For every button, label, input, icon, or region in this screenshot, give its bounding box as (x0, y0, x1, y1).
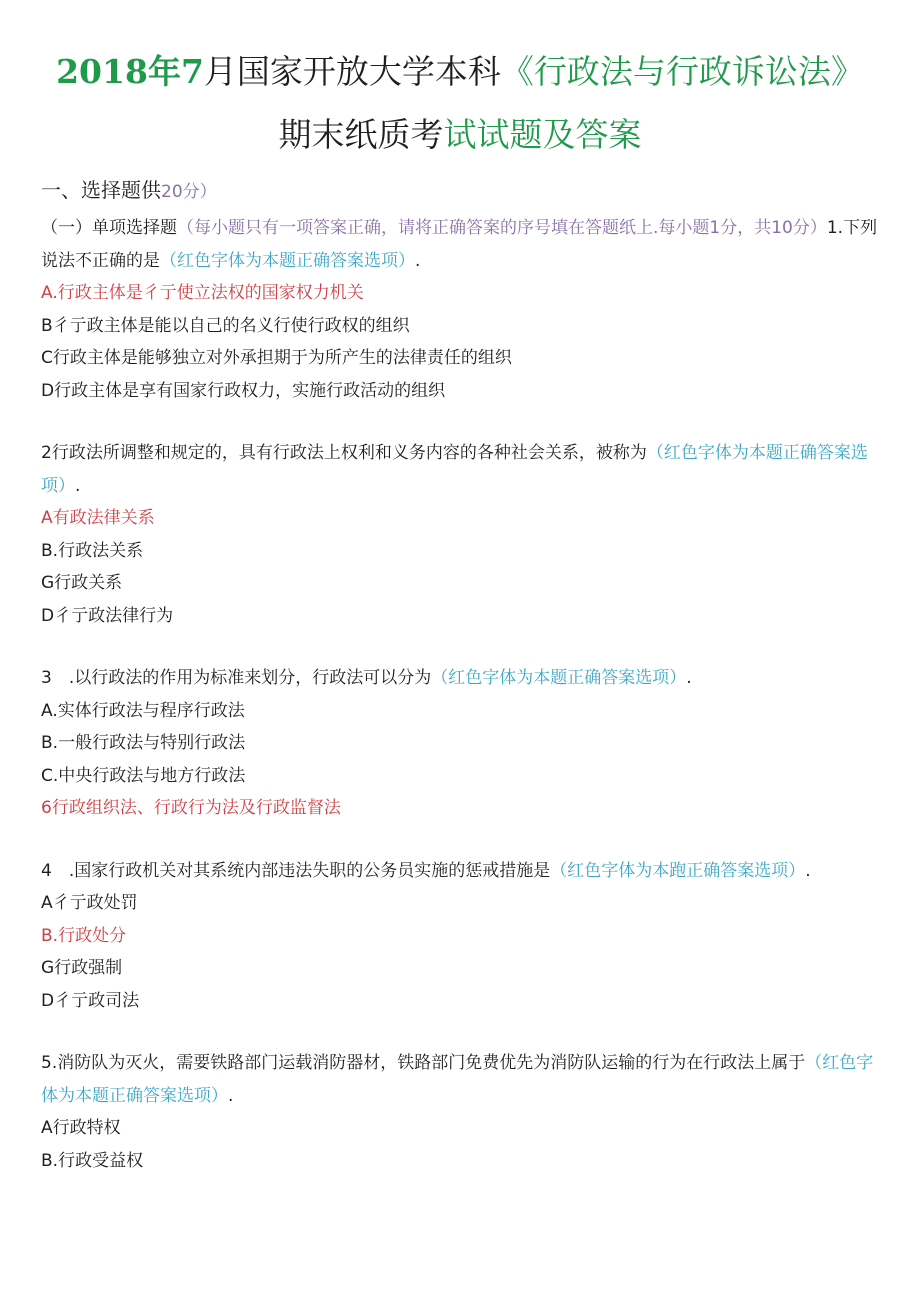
question-5-option-a: A行政特权 (41, 1118, 121, 1138)
question-1-end: . (415, 250, 421, 271)
section-heading (41, 174, 880, 208)
question-4-text: 4 .国家行政机关对其系统内部违法失职的公务员实施的惩戒措施是 (41, 860, 551, 881)
question-2-option-c: G行政关系 (41, 573, 123, 593)
document-title-line1 (0, 50, 920, 94)
question-2-option-d: D彳亍政法律行为 (41, 605, 174, 626)
question-1-text: 1.下列说法不正确的是 (41, 218, 878, 271)
question-5-end: . (228, 1085, 234, 1106)
question-1-option-d: D行政主体是享有国家行政权力，实施行政活动的组织 (41, 380, 446, 401)
question-3-text: 3 .以行政法的作用为标准来划分，行政法可以分为 (41, 668, 432, 688)
question-2-stem (41, 437, 880, 502)
question-2-end: . (75, 475, 81, 496)
question-2-option-b: B.行政法关系 (41, 540, 144, 561)
question-5-option-b: B.行政受益权 (41, 1150, 144, 1171)
question-3-option-a: A.实体行政法与程序行政法 (41, 700, 245, 721)
question-4-stem (41, 855, 880, 888)
question-5-stem (41, 1047, 880, 1112)
question-3-end: . (686, 668, 692, 688)
question-4-option-a: A彳亍政处罚 (41, 893, 138, 913)
document-body (41, 174, 880, 1177)
title-suffix: 试试题及答案 (443, 115, 642, 154)
spacer (41, 632, 880, 662)
question-1-hint: （红色字体为本题正确答案选项） (160, 250, 415, 271)
title-institution: 月国家开放大学本科 (203, 52, 501, 91)
question-3-option-c: C.中央行政法与地方行政法 (41, 765, 246, 786)
section-score: 20分） (161, 182, 217, 202)
question-5-text: 5.消防队为灭火，需要铁路部门运载消防器材，铁路部门免费优先为消防队运输的行为在行政法上属于 (41, 1053, 806, 1073)
spacer (41, 407, 880, 437)
intro-rule: （每小题只有一项答案正确，请将正确答案的序号填在答题纸上.每小题1分，共10分） (177, 218, 827, 238)
spacer (41, 1017, 880, 1047)
section-label: 一、选择题供 (41, 178, 161, 202)
question-3-option-d: 6行政组织法、行政行为法及行政监督法 (41, 798, 341, 818)
question-1-option-c: C行政主体是能够独立对外承担期于为所产生的法律责任的组织 (41, 348, 512, 368)
question-3-option-b: B.一般行政法与特别行政法 (41, 733, 246, 753)
question-1-stem (41, 212, 880, 277)
title-year: 2018年7 (56, 52, 204, 91)
question-3-stem (41, 662, 880, 695)
question-2-text: 2行政法所调整和规定的，具有行政法上权利和义务内容的各种社会关系，被称为 (41, 443, 647, 463)
title-course: 《行政法与行政诉讼法》 (500, 52, 864, 91)
question-2-option-a: A有政法律关系 (41, 508, 155, 528)
question-2-hint: （红色字体为本题正确答案选项） (41, 443, 868, 496)
intro-prefix: （一）单项选择题 (41, 218, 177, 238)
question-4-hint: （红色字体为本跑正确答案选项） (550, 860, 806, 881)
question-5-hint: （红色字体为本题正确答案选项） (41, 1053, 874, 1106)
question-1-option-a: A.行政主体是彳亍使立法权的国家权力机关 (41, 283, 364, 303)
spacer (41, 825, 880, 855)
question-3-hint: （红色字体为本题正确答案选项） (431, 668, 687, 688)
question-1-option-b: B彳亍政主体是能以自己的名义行使行政权的组织 (41, 315, 410, 336)
title-exam: 期末纸质考 (278, 115, 444, 154)
question-4-option-b: B.行政处分 (41, 925, 127, 946)
question-4-end: . (805, 860, 811, 881)
document-title-line2 (0, 113, 920, 157)
question-4-option-d: D彳亍政司法 (41, 990, 140, 1011)
question-4-option-c: G行政强制 (41, 958, 123, 978)
